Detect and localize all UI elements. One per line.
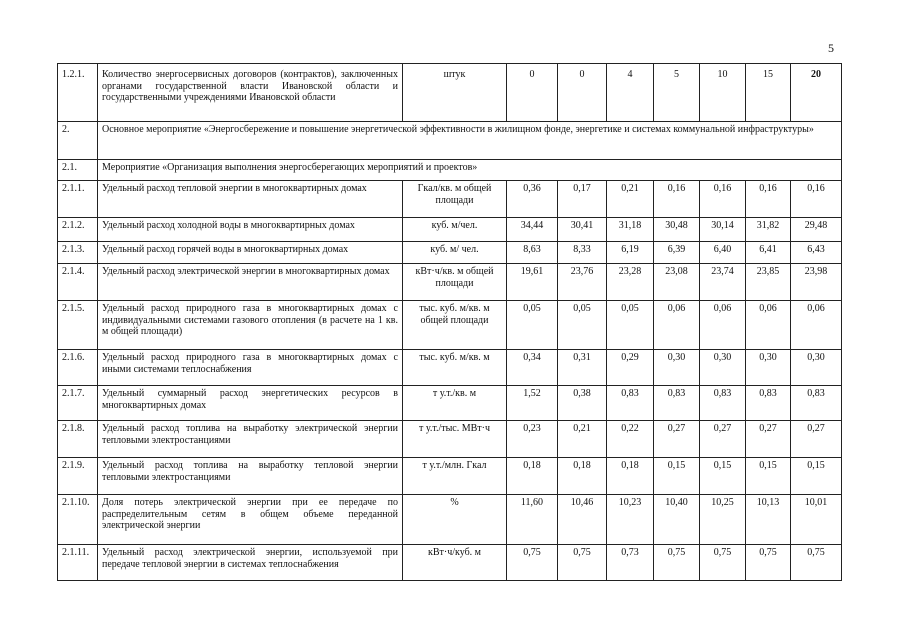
value-cell: 0,27 bbox=[791, 421, 842, 458]
value-cell: 0,05 bbox=[558, 301, 607, 350]
value-cell: 0,15 bbox=[746, 458, 791, 495]
value-cell: 0,30 bbox=[700, 350, 746, 386]
value-cell: 5 bbox=[654, 64, 700, 122]
row-number: 2.1.5. bbox=[58, 301, 98, 350]
value-cell: 20 bbox=[791, 64, 842, 122]
value-cell: 0,30 bbox=[654, 350, 700, 386]
row-number: 2.1.4. bbox=[58, 264, 98, 301]
unit-cell: куб. м/ чел. bbox=[403, 242, 507, 264]
row-number: 2.1. bbox=[58, 160, 98, 181]
indicator-name: Удельный расход природного газа в многоквартирных домах с иными системами теплоснабжения bbox=[98, 350, 403, 386]
page-number: 5 bbox=[828, 41, 834, 55]
value-cell: 0,34 bbox=[507, 350, 558, 386]
row-number: 2.1.11. bbox=[58, 545, 98, 581]
unit-cell: Гкал/кв. м общей площади bbox=[403, 181, 507, 218]
value-cell: 0,38 bbox=[558, 386, 607, 421]
value-cell: 23,76 bbox=[558, 264, 607, 301]
value-cell: 0,75 bbox=[558, 545, 607, 581]
table-row bbox=[58, 458, 842, 495]
value-cell: 8,63 bbox=[507, 242, 558, 264]
table-row bbox=[58, 421, 842, 458]
unit-cell: куб. м/чел. bbox=[403, 218, 507, 242]
value-cell: 31,82 bbox=[746, 218, 791, 242]
table-row bbox=[58, 264, 842, 301]
value-cell: 0,06 bbox=[791, 301, 842, 350]
row-number: 2. bbox=[58, 122, 98, 160]
value-cell: 0,06 bbox=[746, 301, 791, 350]
value-cell: 0,27 bbox=[654, 421, 700, 458]
indicators-table bbox=[57, 63, 842, 581]
value-cell: 0 bbox=[507, 64, 558, 122]
value-cell: 8,33 bbox=[558, 242, 607, 264]
row-number: 2.1.8. bbox=[58, 421, 98, 458]
value-cell: 29,48 bbox=[791, 218, 842, 242]
row-number: 2.1.6. bbox=[58, 350, 98, 386]
row-number: 1.2.1. bbox=[58, 64, 98, 122]
row-number: 2.1.10. bbox=[58, 495, 98, 545]
value-cell: 0,75 bbox=[507, 545, 558, 581]
value-cell: 23,98 bbox=[791, 264, 842, 301]
value-cell: 0,23 bbox=[507, 421, 558, 458]
value-cell: 0,18 bbox=[607, 458, 654, 495]
value-cell: 0,73 bbox=[607, 545, 654, 581]
value-cell: 10,46 bbox=[558, 495, 607, 545]
indicator-name: Количество энергосервисных договоров (контрактов), заключенных органами государственной власти Ивановской области и государственными учреждениями Ивановской области bbox=[98, 64, 403, 122]
value-cell: 23,28 bbox=[607, 264, 654, 301]
value-cell: 0,83 bbox=[654, 386, 700, 421]
table-row bbox=[58, 242, 842, 264]
value-cell: 0,30 bbox=[791, 350, 842, 386]
table-row bbox=[58, 545, 842, 581]
value-cell: 0,06 bbox=[700, 301, 746, 350]
value-cell: 0,83 bbox=[700, 386, 746, 421]
value-cell: 0 bbox=[558, 64, 607, 122]
value-cell: 11,60 bbox=[507, 495, 558, 545]
unit-cell: % bbox=[403, 495, 507, 545]
value-cell: 0,31 bbox=[558, 350, 607, 386]
value-cell: 0,75 bbox=[654, 545, 700, 581]
value-cell: 0,75 bbox=[791, 545, 842, 581]
value-cell: 10,23 bbox=[607, 495, 654, 545]
value-cell: 30,41 bbox=[558, 218, 607, 242]
table-row bbox=[58, 495, 842, 545]
indicator-name: Удельный расход топлива на выработку тепловой энергии тепловыми электростанциями bbox=[98, 458, 403, 495]
row-number: 2.1.3. bbox=[58, 242, 98, 264]
unit-cell: кВт·ч/куб. м bbox=[403, 545, 507, 581]
unit-cell: кВт·ч/кв. м общей площади bbox=[403, 264, 507, 301]
table-row bbox=[58, 301, 842, 350]
value-cell: 34,44 bbox=[507, 218, 558, 242]
indicator-name: Удельный расход природного газа в многоквартирных домах с индивидуальными системами газового отопления (в расчете на 1 кв. м общей площади) bbox=[98, 301, 403, 350]
value-cell: 0,75 bbox=[700, 545, 746, 581]
value-cell: 0,16 bbox=[746, 181, 791, 218]
value-cell: 15 bbox=[746, 64, 791, 122]
value-cell: 0,30 bbox=[746, 350, 791, 386]
value-cell: 30,14 bbox=[700, 218, 746, 242]
indicator-name: Доля потерь электрической энергии при ее передаче по распределительным сетям в общем объеме переданной электрической энергии bbox=[98, 495, 403, 545]
unit-cell: т у.т./кв. м bbox=[403, 386, 507, 421]
indicator-name: Удельный расход топлива на выработку электрической энергии тепловыми электростанциями bbox=[98, 421, 403, 458]
section-row bbox=[58, 160, 842, 181]
value-cell: 0,21 bbox=[607, 181, 654, 218]
value-cell: 0,83 bbox=[607, 386, 654, 421]
value-cell: 6,43 bbox=[791, 242, 842, 264]
value-cell: 0,21 bbox=[558, 421, 607, 458]
value-cell: 0,27 bbox=[700, 421, 746, 458]
table-row bbox=[58, 64, 842, 122]
value-cell: 6,40 bbox=[700, 242, 746, 264]
value-cell: 0,18 bbox=[558, 458, 607, 495]
value-cell: 0,75 bbox=[746, 545, 791, 581]
row-number: 2.1.1. bbox=[58, 181, 98, 218]
value-cell: 4 bbox=[607, 64, 654, 122]
value-cell: 6,39 bbox=[654, 242, 700, 264]
value-cell: 10,40 bbox=[654, 495, 700, 545]
value-cell: 0,15 bbox=[700, 458, 746, 495]
indicator-name: Удельный расход холодной воды в многоквартирных домах bbox=[98, 218, 403, 242]
value-cell: 19,61 bbox=[507, 264, 558, 301]
unit-cell: т у.т./млн. Гкал bbox=[403, 458, 507, 495]
value-cell: 0,83 bbox=[746, 386, 791, 421]
value-cell: 23,08 bbox=[654, 264, 700, 301]
unit-cell: штук bbox=[403, 64, 507, 122]
value-cell: 6,41 bbox=[746, 242, 791, 264]
value-cell: 0,15 bbox=[791, 458, 842, 495]
value-cell: 6,19 bbox=[607, 242, 654, 264]
value-cell: 0,16 bbox=[791, 181, 842, 218]
table-row bbox=[58, 386, 842, 421]
unit-cell: тыс. куб. м/кв. м общей площади bbox=[403, 301, 507, 350]
value-cell: 0,17 bbox=[558, 181, 607, 218]
value-cell: 0,16 bbox=[700, 181, 746, 218]
section-row bbox=[58, 122, 842, 160]
section-title: Основное мероприятие «Энергосбережение и повышение энергетической эффективности в жилищном фонде, энергетике и системах коммунальной инфраструктуры» bbox=[98, 122, 842, 160]
value-cell: 23,85 bbox=[746, 264, 791, 301]
table-row bbox=[58, 218, 842, 242]
value-cell: 10,25 bbox=[700, 495, 746, 545]
value-cell: 10,13 bbox=[746, 495, 791, 545]
table-row bbox=[58, 181, 842, 218]
indicator-name: Удельный расход электрической энергии, используемой при передаче тепловой энергии в системах теплоснабжения bbox=[98, 545, 403, 581]
indicator-name: Удельный суммарный расход энергетических ресурсов в многоквартирных домах bbox=[98, 386, 403, 421]
indicator-name: Удельный расход тепловой энергии в многоквартирных домах bbox=[98, 181, 403, 218]
section-title: Мероприятие «Организация выполнения энергосберегающих мероприятий и проектов» bbox=[98, 160, 842, 181]
table-row bbox=[58, 350, 842, 386]
row-number: 2.1.9. bbox=[58, 458, 98, 495]
indicator-name: Удельный расход горячей воды в многоквартирных домах bbox=[98, 242, 403, 264]
value-cell: 0,16 bbox=[654, 181, 700, 218]
value-cell: 30,48 bbox=[654, 218, 700, 242]
value-cell: 0,22 bbox=[607, 421, 654, 458]
indicator-name: Удельный расход электрической энергии в многоквартирных домах bbox=[98, 264, 403, 301]
row-number: 2.1.7. bbox=[58, 386, 98, 421]
value-cell: 0,05 bbox=[507, 301, 558, 350]
value-cell: 0,36 bbox=[507, 181, 558, 218]
row-number: 2.1.2. bbox=[58, 218, 98, 242]
value-cell: 10,01 bbox=[791, 495, 842, 545]
value-cell: 31,18 bbox=[607, 218, 654, 242]
unit-cell: т у.т./тыс. МВт·ч bbox=[403, 421, 507, 458]
value-cell: 0,15 bbox=[654, 458, 700, 495]
value-cell: 0,06 bbox=[654, 301, 700, 350]
value-cell: 0,27 bbox=[746, 421, 791, 458]
value-cell: 0,29 bbox=[607, 350, 654, 386]
value-cell: 1,52 bbox=[507, 386, 558, 421]
value-cell: 0,18 bbox=[507, 458, 558, 495]
value-cell: 23,74 bbox=[700, 264, 746, 301]
value-cell: 0,05 bbox=[607, 301, 654, 350]
unit-cell: тыс. куб. м/кв. м bbox=[403, 350, 507, 386]
value-cell: 10 bbox=[700, 64, 746, 122]
value-cell: 0,83 bbox=[791, 386, 842, 421]
